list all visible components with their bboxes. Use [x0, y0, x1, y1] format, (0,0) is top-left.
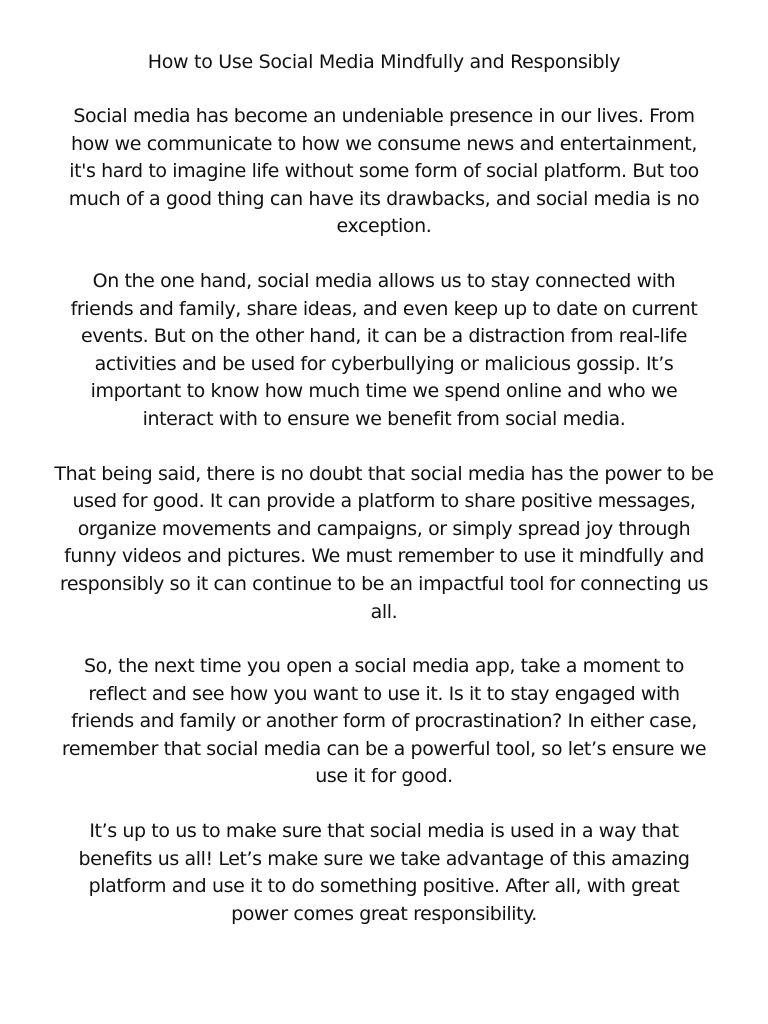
document-title: How to Use Social Media Mindfully and Responsibly [147, 51, 621, 73]
paragraph-pros-cons: On the one hand, social media allows us to stay connected with friends and family, share ideas, and even keep up to date on current events. But on the other hand, it can be a distraction from real-life activities and be used for cyberbullying or malicious gossip. It’s important to know how much time we spend online and who we interact with to ensure we benefit from social media. [70, 269, 698, 430]
paragraph-intro: Social media has become an undeniable presence in our lives. From how we communicate to how we consume news and entertainment, it's hard to imagine life without some form of social platform. But too much of a good thing can have its drawbacks, and social media is no exception. [68, 105, 700, 238]
paragraph-next-time: So, the next time you open a social media app, take a moment to reflect and see how you want to use it. Is it to stay engaged with friends and family or another form of procrastination? In either case, remember that social media can be a powerful tool, so let’s ensure we use it for good. [61, 655, 707, 788]
paragraph-conclusion: It’s up to us to make sure that social media is used in a way that benefits us all! Let’s make sure we take advantage of this amazing platform and use it to do something positive. After all, with great power comes great responsibility. [78, 820, 690, 925]
paragraph-power-for-good: That being said, there is no doubt that social media has the power to be used for good. It can provide a platform to share positive messages, organize movements and campaigns, or simply spread joy through funny videos and pictures. We must remember to use it mindfully and responsibly so it can continue to be an impactful tool for connecting us all. [54, 462, 714, 623]
